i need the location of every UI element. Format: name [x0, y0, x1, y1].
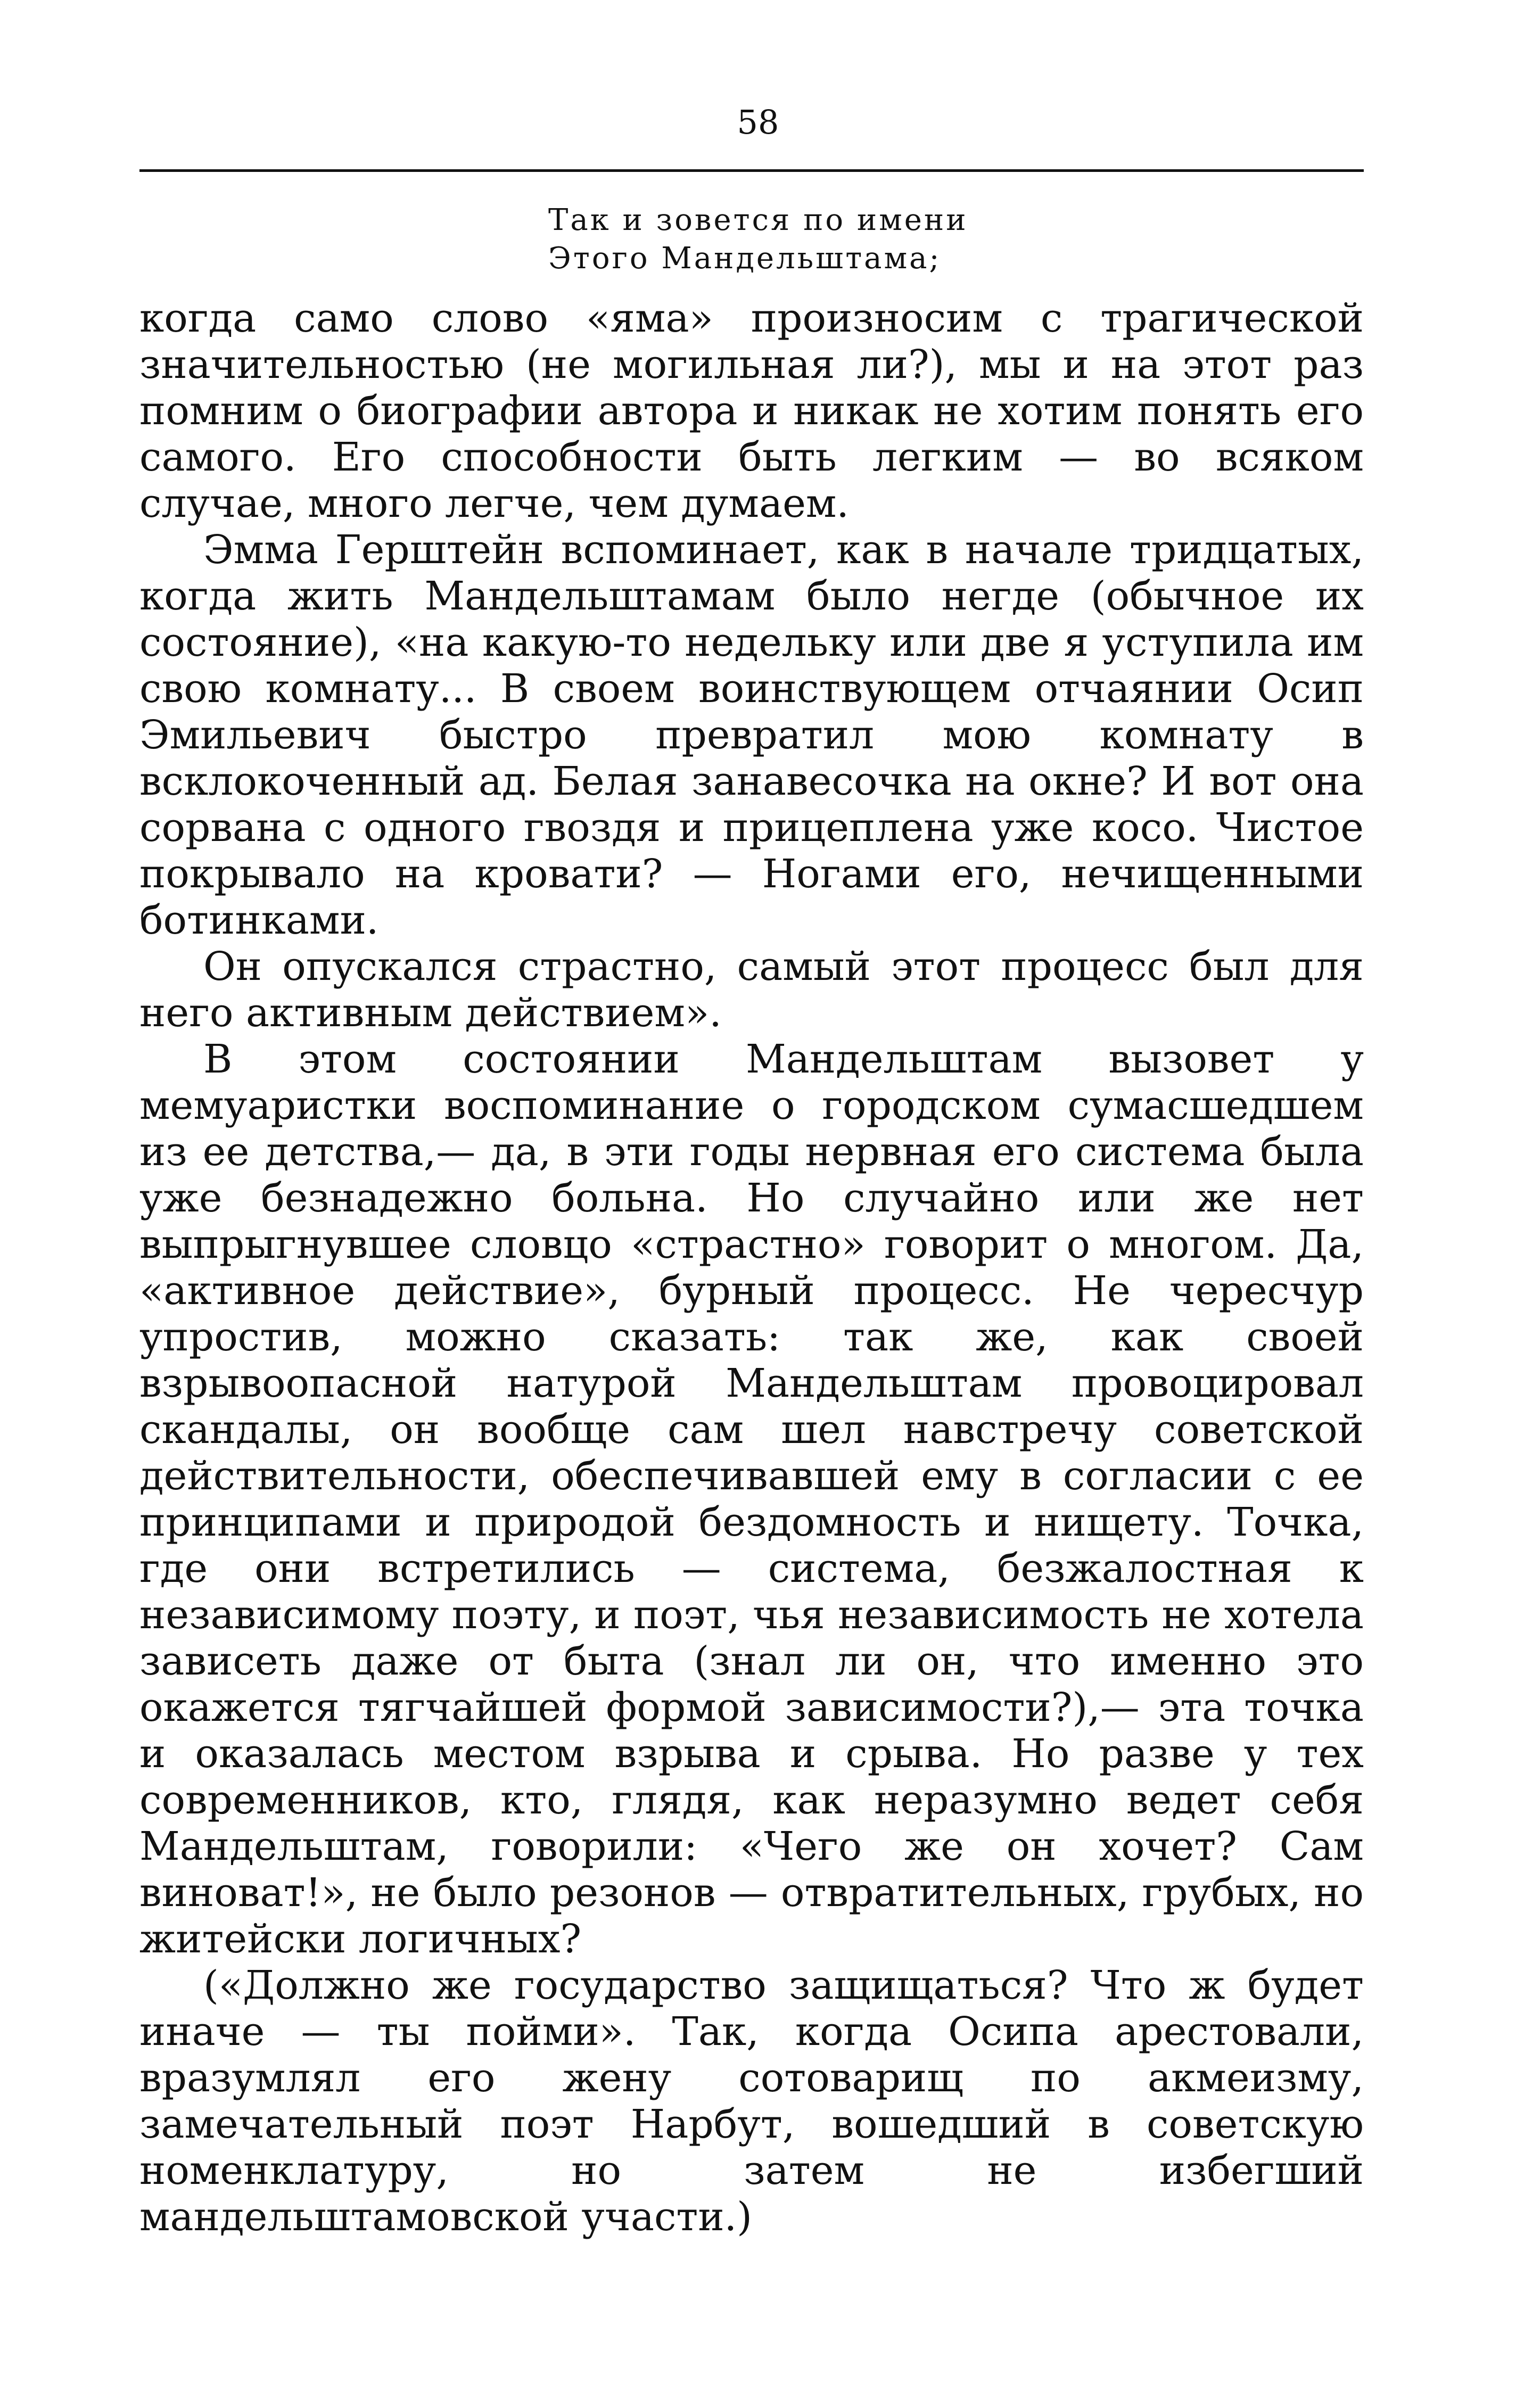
page-number: 58 — [737, 103, 779, 142]
epigraph — [548, 201, 1347, 278]
paragraph: когда само слово «яма» произносим с трагической значительностью (не могильная ли?), мы и на этот раз помним о биографии автора и никак не хотим понять его самого. Его способности быть легким — во всяком случае, много легче, чем думаем. — [139, 295, 1364, 526]
paragraph: («Должно же государство защищаться? Что ж будет иначе — ты пойми». Так, когда Осипа арестовали, вразумлял его жену сотоварищ по акмеизму, замечательный поэт Нарбут, вошедший в советскую номенклатуру, но затем не избегший мандельштамовской участи.) — [139, 1962, 1364, 2240]
epigraph-line: Этого Мандельштама; — [548, 241, 942, 276]
paragraph: Эмма Герштейн вспоминает, как в начале тридцатых, когда жить Мандельштамам было негде (обычное их состояние), «на какую-то недельку или две я уступила им свою комнату... В своем воинствующем отчаянии Осип Эмильевич быстро превратил мою комнату в всклокоченный ад. Белая занавесочка на окне? И вот она сорвана с одного гвоздя и прицеплена уже косо. Чистое покрывало на кровати? — Ногами его, нечищенными ботинками. — [139, 527, 1364, 943]
body-text — [139, 295, 1364, 2240]
epigraph-line: Так и зовется по имени — [548, 203, 968, 237]
header-rule — [139, 169, 1364, 172]
paragraph: Он опускался страстно, самый этот процесс был для него активным действием». — [139, 944, 1364, 1036]
paragraph: В этом состоянии Мандельштам вызовет у мемуаристки воспоминание о городском сумасшедшем из ее детства,— да, в эти годы нервная его система была уже безнадежно больна. Но случайно или же нет выпрыгнувшее словцо «страстно» говорит о многом. Да, «активное действие», бурный процесс. Не чересчур упростив, можно сказать: так же, как своей взрывоопасной натурой Мандельштам провоцировал скандалы, он вообще сам шел навстречу советской действительности, обеспечивавшей ему в согласии с ее принципами и природой бездомность и нищету. Точка, где они встретились — система, безжалостная к независимому поэту, и поэт, чья независимость не хотела зависеть даже от быта (знал ли он, что именно это окажется тягчайшей формой зависимости?),— эта точка и оказалась местом взрыва и срыва. Но разве у тех современников, кто, глядя, как неразумно ведет себя Мандельштам, говорили: «Чего же он хочет? Сам виноват!», не было резонов — отвратительных, грубых, но житейски логичных? — [139, 1036, 1364, 1962]
